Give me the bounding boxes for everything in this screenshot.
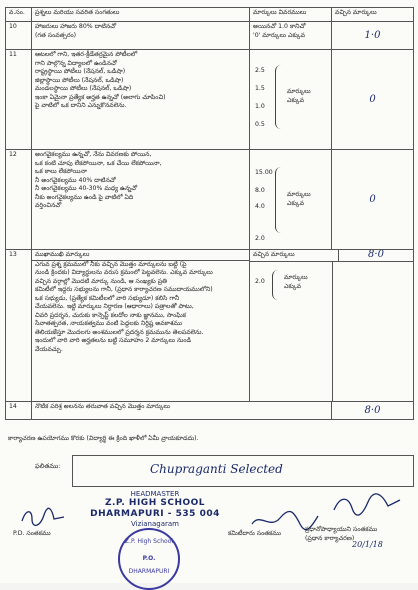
row-breakdown [250,150,332,250]
row-text-line: వర్తించినచో [35,202,62,210]
header-awarded: వచ్చిన మార్కులు [332,8,414,22]
scale-value: 4.0 [255,203,265,210]
marks-scale [253,51,328,143]
breakdown-line: '0' మార్కులు ఎక్కువ [253,31,306,39]
row-text-line: ఒక సభ్యుడు, (ప్రత్యేక కమిటీలలో వారి సభ్యుడూ) కలిసి గానీ [35,294,180,302]
brace-icon [275,65,281,129]
headmaster-stamp [75,490,235,528]
stamp-line: DHARMAPURI - 535 004 [90,509,220,520]
row-text-line: ఒక కాలు లేకపోయినా [35,168,87,176]
row-text-line: తెలియజేస్తూ మొదలగు అంశములలో ప్రదర్శన క్రమమును తెలపవలెను. [35,328,204,336]
awarded-cell-empty [333,262,413,401]
subbody [250,262,413,401]
row-text-line: నీ అంగవైకల్యము 40-30% మధ్య ఉన్నచో [35,185,138,193]
table-row [6,150,414,250]
result-label: ఫలితము: [35,462,61,470]
row-text-line: జిల్లాస్థాయి పోటీలు (నేషనల్, ఒడిషా) [35,76,124,84]
row-text-line: మండలస్థాయి పోటీలు (నేషనల్, ఒడిషా) [35,85,132,93]
row-text [32,150,250,250]
row-text-line: నీ అంగవైకల్యము 40% దాటినచో [35,176,116,184]
stamp-line: HEADMASTER [130,490,180,498]
row-text-line: చివరి ప్రదర్శన, చురుకు కాన్సెప్ట్ కలదోల నాకు జ్ఞానము, సాంఘిక [35,311,187,319]
row-number: 10 [6,22,32,50]
row-text-line: వచ్చిన వర్గాల్లో మొదటి మార్కు నుండి, ఆ సంఖ్యకు ప్రతి [35,277,167,285]
row-text-line: చేయవలెను. ఇట్టి మార్కులు నిర్ధారణ (ఆధారాలు) పత్రాలతో పాటు, [35,303,194,311]
header-item: ప్రశ్నలు మరియు సవరిత సంగతులు [32,8,250,22]
pd-signature-label: P.D. సంతకము [13,530,51,537]
row-number: 11 [6,50,32,150]
pd-signature-icon [18,505,68,529]
awarded-marks: 0 [332,50,414,150]
row-text-line: హాజరులు హాజరు 80% దాటినచో [35,23,117,30]
subheader [250,250,413,262]
row-breakdown [250,50,332,150]
row-title: ముఖాముఖి మార్కులు [35,251,90,258]
header-breakdown: మార్కులు వివరములు [250,8,332,22]
awarded-marks: 0 [332,150,414,250]
awarded-marks: 1·0 [332,22,414,50]
row-text-line: ఇందులో వారి వారి అర్హతలను బట్టి సమూహం 2 మార్కులు నుండి [35,337,192,345]
scale-value: 2.0 [255,278,265,285]
table-row [6,250,414,402]
brace-icon [275,167,281,233]
result-handwritten: Chupraganti Selected [150,462,283,476]
row-text-line: ఎగువ ప్రశ్న క్రమములో నీకు వచ్చిన మొత్తం మార్కులను బట్టి (పై [35,260,187,268]
signature-date: 20/1/18 [352,540,383,549]
table-header-row [6,8,414,22]
marks-table [5,7,414,420]
row-text-line: ఆటలలో గాని, ఇతర-క్రీడేతర్రమైన పోటీలలో [35,51,138,58]
scale-value: 1.5 [255,85,265,92]
scale-value: 1.0 [255,103,265,110]
row-text-line: (గత సంవత్సరం) [35,31,77,39]
office-use-note: కార్యాచరణ ఉపయోగము కొరకు (విద్యార్థి ఈ క్రింది ఖాళీలో ఏమీ వ్రాయకూడదు). [8,435,199,442]
row-number: 12 [6,150,32,250]
header-sno: వ.సం. [6,8,32,22]
row-text-line: అంగవైకల్యము ఉన్నచో, నేను వివరణకు పోయిన, [35,151,152,158]
committee-signature-label: కమిటీదారు సంతకము [228,530,281,537]
stamp-line: Vizianagaram [131,519,179,528]
headmaster-signature-icon [330,490,402,520]
scale-value: 2.0 [255,235,265,242]
row-text-line: ఇంకా ఏమైనా ప్రత్యేక అర్హత ఉన్నచో (అలాగు చూపించి) [35,93,166,101]
row-text: నొటిక పరిశ్ర అలనను తరువాత వచ్చిన మొత్తం మార్కులు [32,402,332,420]
awarded-marks: 8·0 [368,249,384,260]
subheader-label: వచ్చిన మార్కులు [250,250,339,261]
row-text-line: వేయవచ్చు. [35,346,63,354]
table-row [6,50,414,150]
awarded-marks: 8·0 [332,402,414,420]
row-text-line: కమిటీలో ఇద్దరు సభ్యులను గానీ, (ప్రధాన కార్యాచరణ సముదాయములోని) [35,286,213,294]
row-number: 13 [6,250,32,402]
marks-scale [253,151,328,243]
row-body [32,260,249,355]
scale-value: 2.5 [255,67,265,74]
row-text-line: పై వాటిలో ఒక దానిని ఎన్నుకొనవలెను. [35,102,127,110]
row-text-line: గాని పాల్గొన్న విద్యాలలో ఉండినచో [35,59,117,67]
scale-value: 0.5 [255,121,265,128]
row-breakdown [250,22,332,50]
row-text-line: నీకు అంగవైకల్యము ఉండి పై వాటిలో ఏది [35,193,134,201]
row-text-line: నుండి క్రిందకు) విద్యార్థులను వరుస క్రమంలో పెట్టవలెను. ఎక్కువ మార్కులు [35,269,213,277]
stamp-line: Z.P. HIGH SCHOOL [104,498,206,509]
school-seal: Z.P. High School P.O. DHARMAPURI [118,528,180,590]
row-breakdown [250,250,414,402]
row-text [32,50,250,150]
row-number: 14 [6,402,32,420]
row-text-line: రాష్ట్రస్థాయి పోటీలు (నేషనల్, ఒడిషా) [35,68,126,76]
scale-label: మార్కులు ఎక్కువ [287,88,311,104]
scale-label: మార్కులు ఎక్కువ [287,191,311,207]
brace-icon [272,270,278,300]
row-text [32,22,250,50]
scale-value: 8.0 [255,187,265,194]
row-text [32,250,250,402]
headmaster-signature-label: ప్రధానోపాధ్యాయుని సంతకము (ప్రధాన కార్యాచరణ) [305,526,378,542]
marks-scale [250,262,333,401]
breakdown-line: అయినచో 1.0 కానిచో [253,23,306,30]
row-text-line: ఒక కంటి చూపు లేకపోయినా, ఒక చేయి లేకపోయినా, [35,159,162,167]
row-text-line: సేవాతత్పరత, నాయకత్వము వంటి పెద్దలకు నిర్దిష్ట అవకాశము [35,320,183,328]
table-row [6,402,414,420]
scale-value: 15.00 [255,169,273,176]
scale-label: మార్కులు ఎక్కువ [284,274,308,290]
table-row [6,22,414,50]
